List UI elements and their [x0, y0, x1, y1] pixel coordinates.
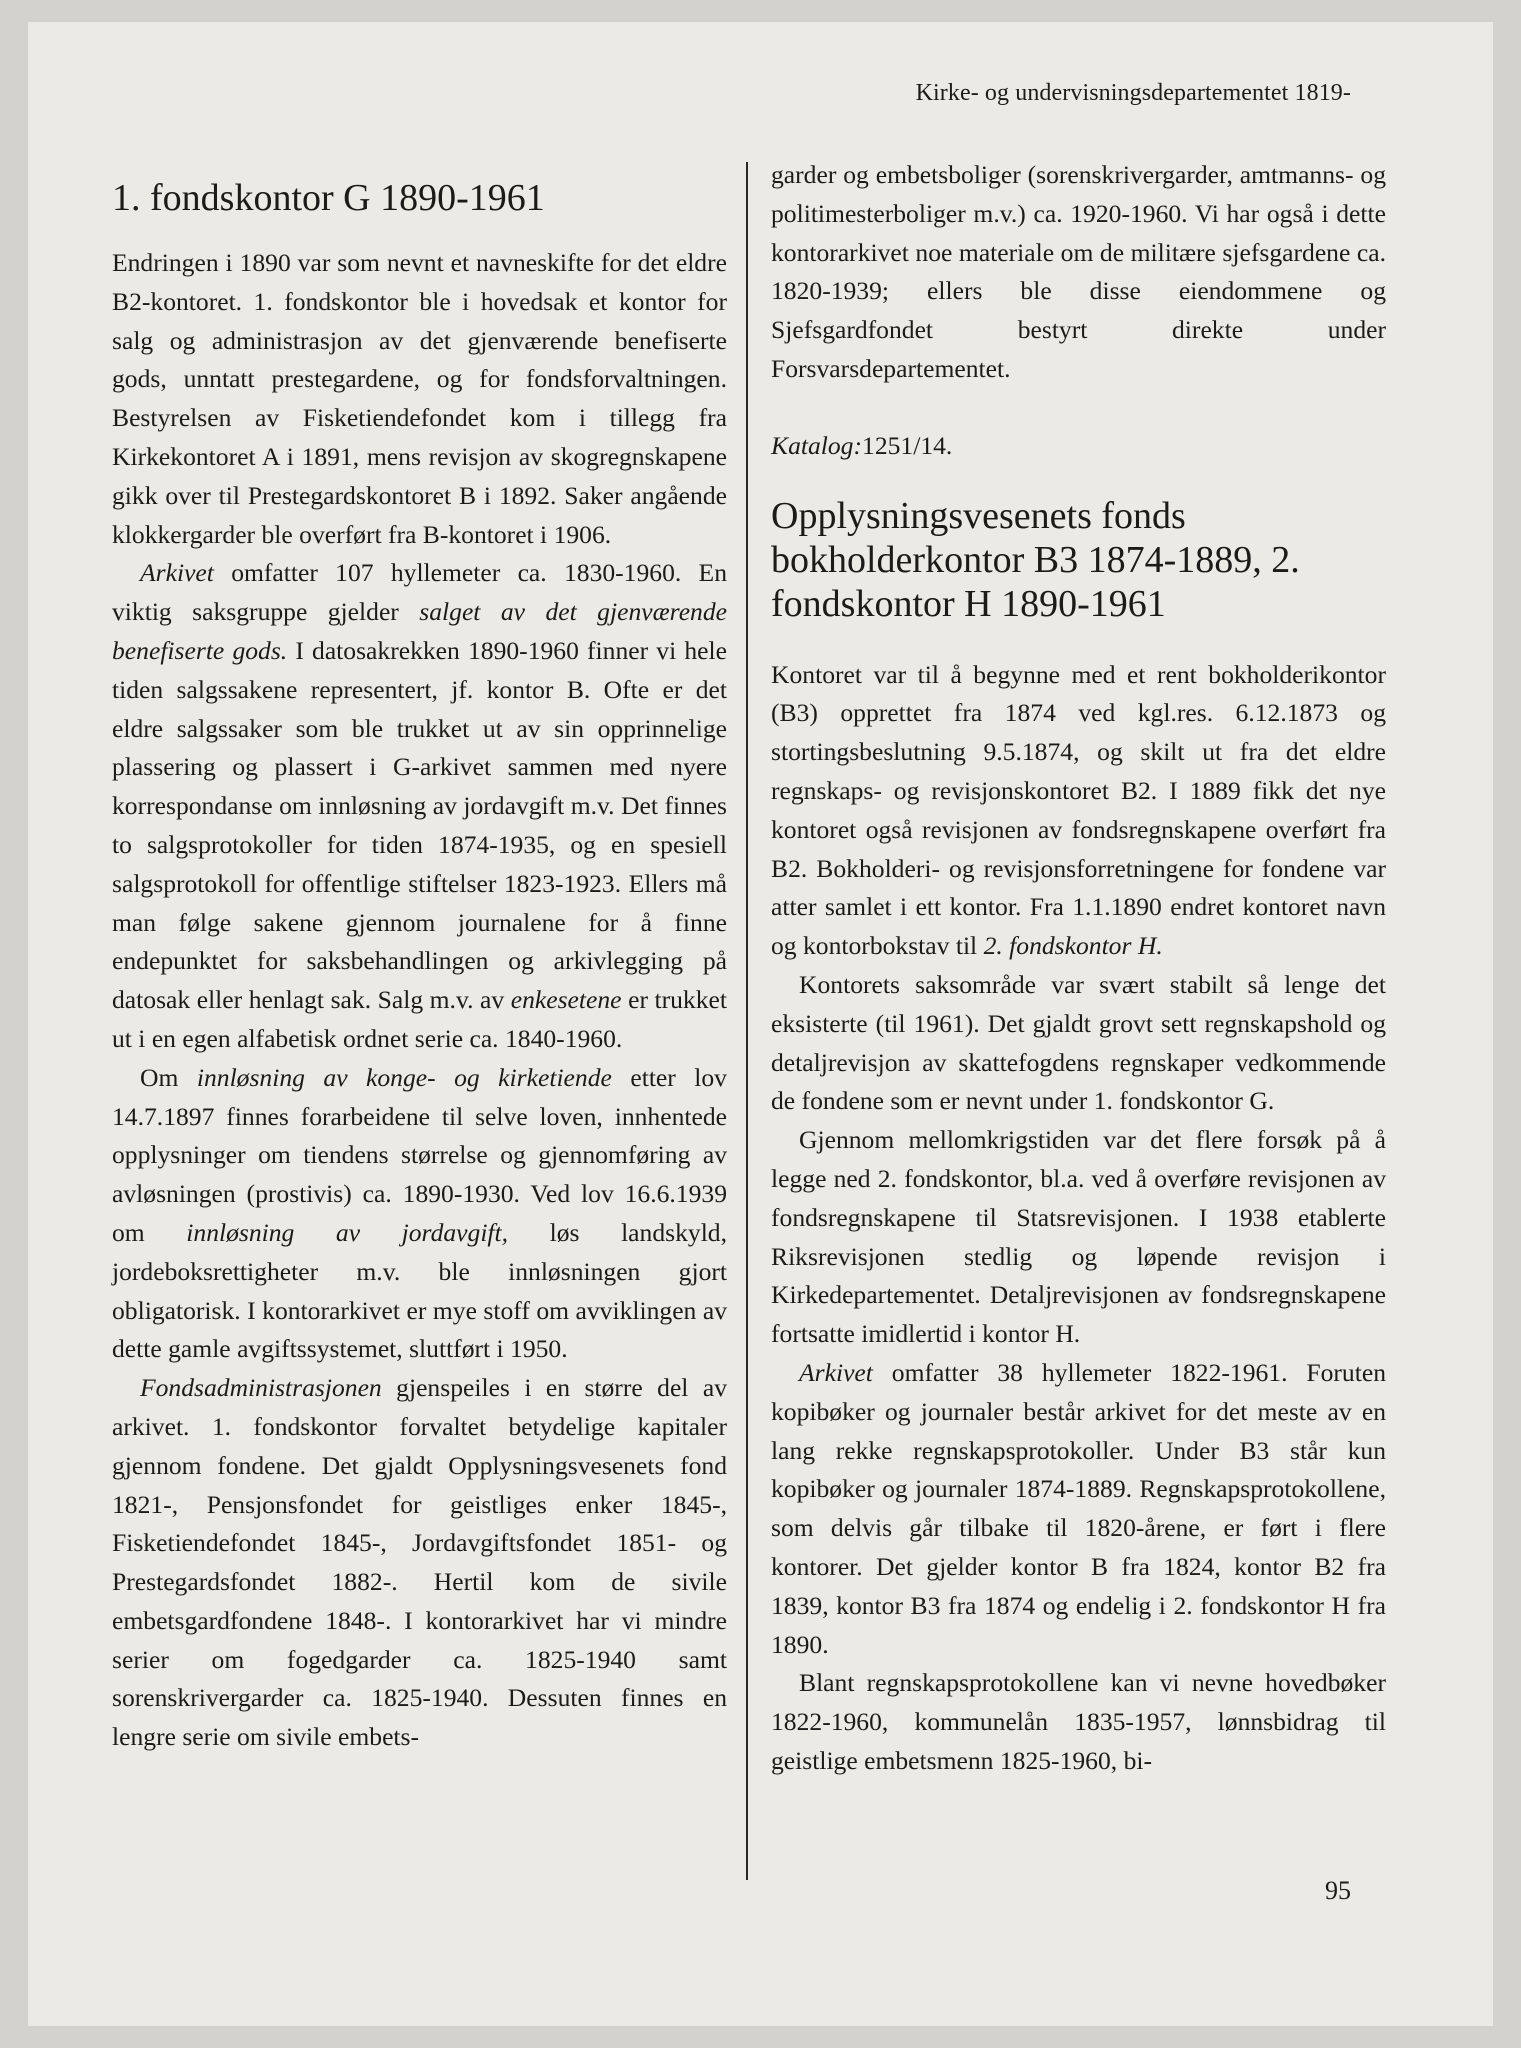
paragraph: Arkivet omfatter 107 hyllemeter ca. 1830-1960. En viktig saksgruppe gjelder salget av det gjenværende benefiserte gods. I datosakrekken 1890-1960 finner vi hele tiden salgssakene representert, jf. kontor B. Ofte er det eldre salgssaker som ble trukket ut av sin opprinnelige plassering og plassert i G-arkivet sammen med nyere korrespondanse om innløsning av jordavgift m.v. Det finnes to salgsprotokoller for tiden 1874-1935, og en spesiell salgsprotokoll for offentlige stiftelser 1823-1923. Ellers må man følge sakene gjennom journalene for å finne endepunktet for saksbehandlingen og arkivlegging på datosak eller henlagt sak. Salg m.v. av enkesetene er trukket ut i en egen alfabetisk ordnet serie ca. 1840-1960.	[112, 558, 728, 1053]
section-heading-fondskontor-h: Opplysningsvesenets fonds bokholderkontor B3 1874-1889, 2. fondskontor H 1890-1961	[771, 494, 1300, 625]
emphasis: innløsning av konge- og kirketiende	[196, 1062, 612, 1092]
section-heading-fondskontor-g: 1. fondskontor G 1890-1961	[112, 177, 545, 219]
paragraph: Blant regnskapsprotokollene kan vi nevne hovedbøker 1822-1960, kommunelån 1835-1957, lønnsbidrag til geistlige embetsmenn 1825-1960, bi-	[771, 1668, 1386, 1775]
document-page	[28, 22, 1493, 2026]
paragraph: Om innløsning av konge- og kirketiende etter lov 14.7.1897 finnes forarbeidene til selve loven, innhentede opplysninger om tiendens størrelse og gjennomføring av avløsningen (prostivis) ca. 1890-1930. Ved lov 16.6.1939 om innløsning av jordavgift, løs landskyld, jordeboksrettigheter m.v. ble innløsningen gjort obligatorisk. I kontorarkivet er mye stoff om avviklingen av dette gamle avgiftssystemet, sluttført i 1950.	[112, 1062, 727, 1364]
emphasis: Fondsadministrasjonen	[140, 1373, 382, 1403]
emphasis: Arkivet	[799, 1357, 873, 1387]
paragraph: Fondsadministrasjonen gjenspeiles i en større del av arkivet. 1. fondskontor forvaltet betydelige kapitaler gjennom fondene. Det gjaldt Opplysningsvesenets fond 1821-, Pensjonsfondet for geistliges enker 1845-, Fisketiendefondet 1845-, Jordavgiftsfondet 1851- og Prestegardsfondet 1882-. Hertil kom de sivile embetsgardfondene 1848-. I kontorarkivet har vi mindre serier om fogedgarder ca. 1825-1940 samt sorenskrivergarder ca. 1825-1940. Dessuten finnes en lengre serie om sivile embets-	[112, 1373, 727, 1752]
catalog-label: Katalog:	[771, 430, 863, 460]
paragraph: Arkivet omfatter 38 hyllemeter 1822-1961. Foruten kopibøker og journaler består arkivet for det meste av en lang rekke regnskapsprotokoller. Under B3 står kun kopibøker og journaler 1874-1889. Regnskapsprotokollene, som delvis går tilbake til 1820-årene, er ført i flere kontorer. Det gjelder kontor B fra 1824, kontor B2 fra 1839, kontor B3 fra 1874 og endelig i 2. fondskontor H fra 1890.	[771, 1357, 1386, 1659]
emphasis: 2. fondskontor H.	[983, 931, 1163, 961]
right-column	[771, 156, 1386, 1781]
paragraph: Kontoret var til å begynne med et rent bokholderikontor (B3) opprettet fra 1874 ved kgl.res. 6.12.1873 og stortingsbeslutning 9.5.1874, og skilt ut fra det eldre regnskaps- og revisjonskontoret B2. I 1889 fikk det nye kontoret også revisjonen av fondsregnskapene overført fra B2. Bokholderi- og revisjonsforretningene for fondene var atter samlet i ett kontor. Fra 1.1.1890 endret kontoret navn og kontorbokstav til 2. fondskontor H.	[771, 659, 1386, 961]
paragraph: garder og embetsboliger (sorenskrivergarder, amtmanns- og politimesterboliger m.v.) ca. 1920-1960. Vi har også i dette kontorarkivet noe materiale om de militære sjefsgardene ca. 1820-1939; ellers ble disse eiendommene og Sjefsgardfondet bestyrt direkte under Forsvarsdepartementet.	[771, 160, 1386, 383]
catalog-value: 1251/14.	[862, 430, 953, 460]
left-column	[112, 156, 727, 1757]
emphasis: salget av det gjenværende benefiserte gods.	[112, 597, 728, 665]
page-number: 95	[1325, 1876, 1351, 1905]
paragraph: Endringen i 1890 var som nevnt et navneskifte for det eldre B2-kontoret. 1. fondskontor ble i hovedsak et kontor for salg og administrasjon av det gjenværende benefiserte gods, unntatt prestegardene, og for fondsforvaltningen. Bestyrelsen av Fisketiendefondet kom i tillegg fra Kirkekontoret A i 1891, mens revisjon av skogregnskapene gikk over til Prestegardskontoret B i 1892. Saker angående klokkergarder ble overført fra B-kontoret i 1906.	[112, 248, 727, 549]
column-divider	[746, 162, 748, 1880]
running-header: Kirke- og undervisningsdepartementet 1819-	[915, 80, 1351, 106]
paragraph: Gjennom mellomkrigstiden var det flere forsøk på å legge ned 2. fondskontor, bl.a. ved å overføre revisjonen av fondsregnskapene til Statsrevisjonen. I 1938 etablerte Riksrevisjonen stedlig og løpende revisjon i Kirkedepartementet. Detaljrevisjonen av fondsregnskapene fortsatte imidlertid i kontor H.	[771, 1125, 1386, 1349]
paragraph: Kontorets saksområde var svært stabilt så lenge det eksisterte (til 1961). Det gjaldt grovt sett regnskapshold og detaljrevisjon av skattefogdens regnskaper vedkommende de fondene som er nevnt under 1. fondskontor G.	[771, 969, 1386, 1116]
emphasis: Arkivet	[140, 558, 214, 588]
emphasis: innløsning av jordavgift,	[186, 1217, 509, 1247]
catalog-reference	[771, 427, 1386, 466]
emphasis: enkesetene	[510, 985, 622, 1015]
